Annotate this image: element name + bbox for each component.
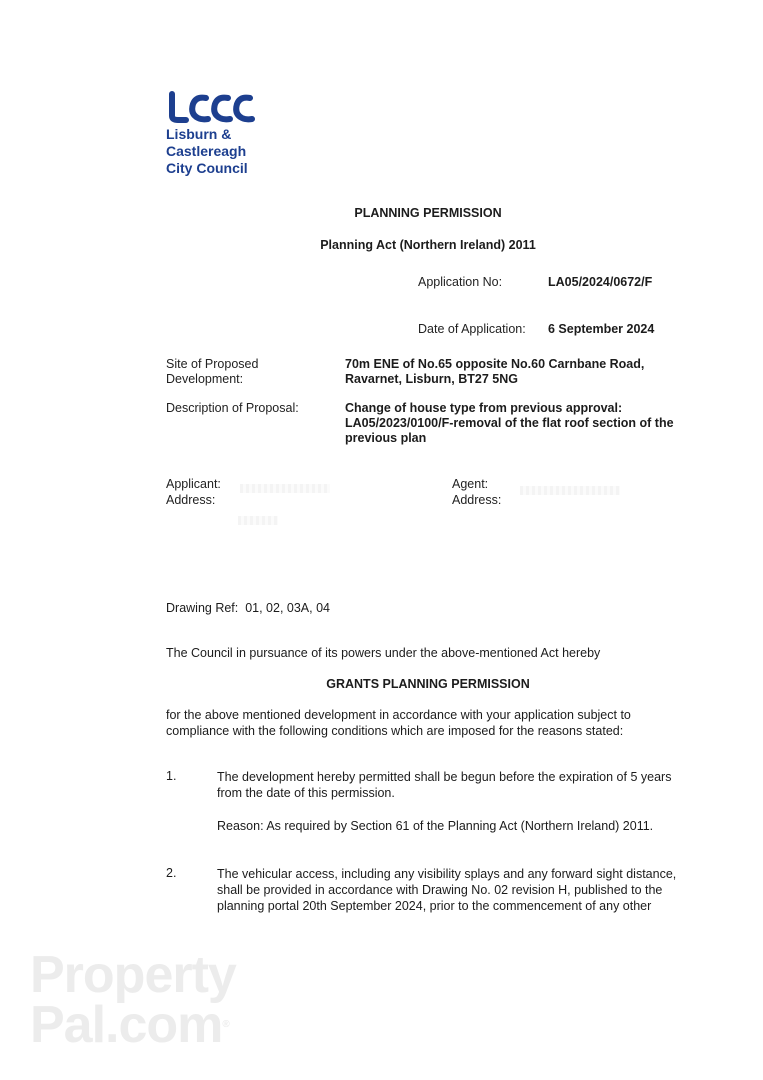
watermark-line-1: Property: [30, 946, 236, 1004]
applicant-address-label: Address:: [166, 493, 216, 507]
proposal-line-2: LA05/2023/0100/F-removal of the flat roof section of the: [345, 416, 674, 430]
council-logo-mark: [166, 90, 258, 127]
logo-line-3: City Council: [166, 160, 248, 176]
conditions-intro-line-2: compliance with the following conditions which are imposed for the reasons stated:: [166, 724, 624, 738]
drawing-ref-label: Drawing Ref:: [166, 601, 239, 615]
condition-reason: Reason: As required by Section 61 of the Planning Act (Northern Ireland) 2011.: [217, 819, 654, 833]
proposal-label: Description of Proposal:: [166, 401, 299, 415]
conditions-intro: [166, 707, 686, 739]
condition-line: The development hereby permitted shall be begun before the expiration of 5 years: [217, 770, 672, 784]
condition-text: [217, 866, 697, 914]
application-date-value: 6 September 2024: [548, 322, 655, 336]
condition-line: from the date of this permission.: [217, 786, 395, 800]
condition-number: 2.: [166, 866, 177, 880]
applicant-address-redacted: [238, 516, 278, 525]
watermark-line-2: Pal.com: [30, 996, 223, 1054]
condition-line: planning portal 20th September 2024, prior to the commencement of any other: [217, 899, 652, 913]
council-intro: The Council in pursuance of its powers under the above-mentioned Act hereby: [166, 646, 601, 660]
document-title: PLANNING PERMISSION: [354, 206, 502, 220]
application-date-label: Date of Application:: [418, 322, 526, 336]
application-no-label: Application No:: [418, 275, 503, 289]
proposal-value: [345, 401, 674, 446]
conditions-intro-line-1: for the above mentioned development in accordance with your application subject to: [166, 708, 631, 722]
application-no-value: LA05/2024/0672/F: [548, 275, 653, 289]
applicant-block: [166, 476, 221, 508]
agent-label: Agent:: [452, 477, 489, 491]
applicant-redacted: [240, 484, 330, 493]
agent-block: [452, 476, 501, 508]
site-value-line-1: 70m ENE of No.65 opposite No.60 Carnbane Road,: [345, 357, 645, 371]
council-logo-text: [166, 126, 248, 177]
act-title: Planning Act (Northern Ireland) 2011: [320, 238, 536, 252]
applicant-label: Applicant:: [166, 477, 221, 491]
condition-line: shall be provided in accordance with Drawing No. 02 revision H, published to the: [217, 883, 663, 897]
agent-address-label: Address:: [452, 493, 502, 507]
site-value: [345, 357, 644, 387]
logo-line-2: Castlereagh: [166, 143, 247, 159]
grant-heading: GRANTS PLANNING PERMISSION: [326, 677, 530, 691]
drawing-ref-value: 01, 02, 03A, 04: [245, 601, 330, 615]
drawing-ref: [166, 601, 330, 615]
proposal-line-1: Change of house type from previous approval:: [345, 401, 623, 415]
logo-line-1: Lisburn &: [166, 126, 232, 142]
condition-line: The vehicular access, including any visibility splays and any forward sight distance,: [217, 867, 677, 881]
site-label-line-2: Development:: [166, 372, 244, 386]
site-value-line-2: Ravarnet, Lisburn, BT27 5NG: [345, 372, 518, 386]
proposal-line-3: previous plan: [345, 431, 427, 445]
watermark-registered-mark: ®: [222, 1019, 230, 1030]
condition-number: 1.: [166, 769, 177, 783]
agent-redacted: [520, 486, 620, 495]
condition-text: [217, 769, 697, 801]
site-label-line-1: Site of Proposed: [166, 357, 259, 371]
site-label: [166, 357, 258, 387]
propertypal-watermark: [30, 946, 236, 1054]
